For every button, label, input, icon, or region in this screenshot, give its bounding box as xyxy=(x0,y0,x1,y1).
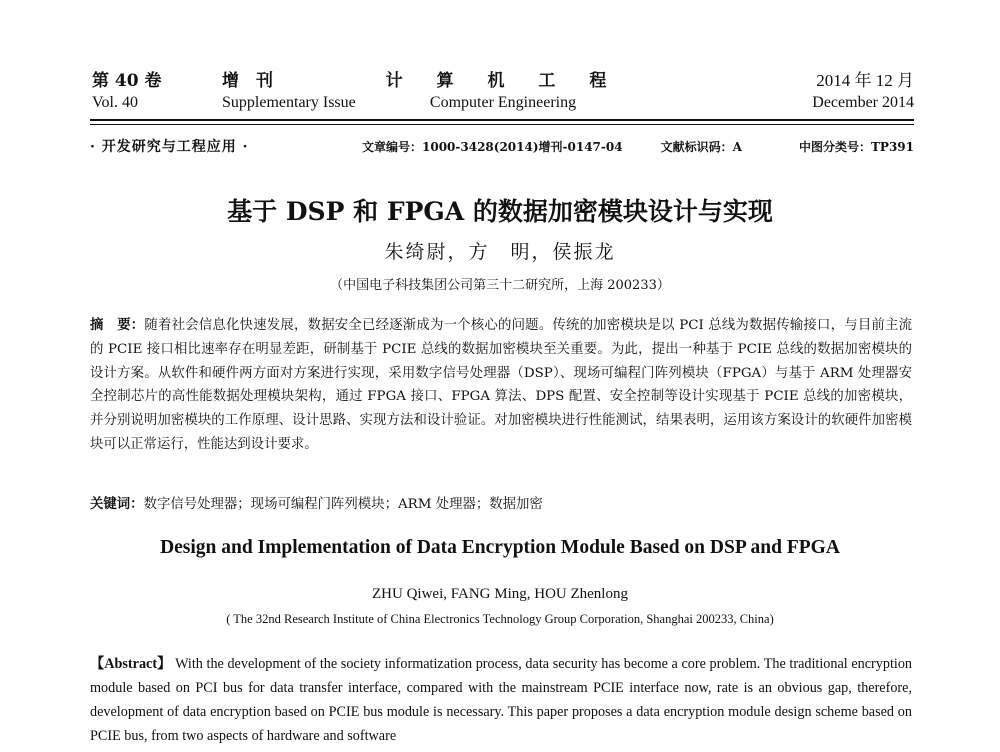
journal-header-en xyxy=(92,94,914,112)
header-rule-thin xyxy=(90,124,914,125)
article-number: 文章编号：1000-3428(2014)增刊-0147-04 xyxy=(362,140,623,154)
abstract-cn-label: 摘 要： xyxy=(90,317,145,333)
abstract-cn-text: 随着社会信息化快速发展，数据安全已经逐渐成为一个核心的问题。传统的加密模块是以 PCI 总线为数据传输接口，与目前主流的 PCIE 接口相比速率存在明显差距，研制基于 PCIE 总线的数据加密模块至关重要。为此，提出一种基于 PCIE 总线的数据加密模块的设计方案。从软件和硬件两方面对方案进行实现，采用数字信号处理器（DSP）、现场可编程门阵列模块（FPGA）与基于 ARM 处理器安全控制芯片的高性能数据处理模块架构，通过 FPGA 接口、FPGA 算法、DPS 配置、安全控制等设计实现基于 PCIE 总线的加密模块，并分别说明加密模块的工作原理、设计思路、实现方法和设计验证。对加密模块进行性能测试，结果表明，运用该方案设计的软硬件加密模块可以正常运行，性能达到设计要求。 xyxy=(90,318,913,452)
volume-cn: 第 40 卷 xyxy=(92,71,162,91)
authors-en: ZHU Qiwei, FANG Ming, HOU Zhenlong xyxy=(372,586,628,602)
volume-issue-cn xyxy=(92,66,273,91)
keywords-cn xyxy=(90,493,912,512)
paper-title-en: Design and Implementation of Data Encryption Module Based on DSP and FPGA xyxy=(160,537,840,558)
header-rule-thick xyxy=(90,119,914,121)
article-meta xyxy=(90,136,914,156)
abstract-en-label: 【Abstract】 xyxy=(90,656,172,672)
volume-en: Vol. 40 xyxy=(92,94,138,111)
abstract-cn xyxy=(90,314,912,457)
authors-cn: 朱绮尉，方 明，侯振龙 xyxy=(384,241,616,263)
column-tag: · 开发研究与工程应用 · xyxy=(90,139,249,155)
date-en: December 2014 xyxy=(812,94,914,111)
classification-number: 中图分类号：TP391 xyxy=(798,140,914,154)
keywords-cn-text: 数字信号处理器；现场可编程门阵列模块；ARM 处理器；数据加密 xyxy=(143,497,543,512)
journal-name-cn: 计 算 机 工 程 xyxy=(385,71,621,91)
paper-title-cn: 基于 DSP 和 FPGA 的数据加密模块设计与实现 xyxy=(227,197,773,226)
date-cn: 2014 年 12 月 xyxy=(816,71,914,90)
issue-en: Supplementary Issue xyxy=(222,94,356,111)
abstract-en-text: With the development of the society informatization process, data security has become a core problem. The traditional encryption module based on PCI bus for data transfer interface, compared with the mainstream PCIE interface now, rate is an obvious gap, therefore, development of data encryption based on PCIE bus module is necessary. This paper proposes a data encryption module design scheme based on PCIE bus, from two aspects of hardware and software xyxy=(90,656,913,744)
keywords-cn-label: 关键词： xyxy=(90,496,144,512)
issue-cn: 增 刊 xyxy=(222,71,273,91)
journal-header-cn xyxy=(92,66,914,91)
journal-name-en: Computer Engineering xyxy=(429,94,577,111)
volume-issue-en xyxy=(92,94,356,112)
abstract-en xyxy=(90,652,912,748)
affiliation-cn: （中国电子科技集团公司第三十二研究所，上海 200233） xyxy=(330,278,670,293)
affiliation-en: ( The 32nd Research Institute of China Electronics Technology Group Corporation, Shanghai 200233, China) xyxy=(226,612,774,626)
document-code: 文献标识码：A xyxy=(660,140,742,154)
